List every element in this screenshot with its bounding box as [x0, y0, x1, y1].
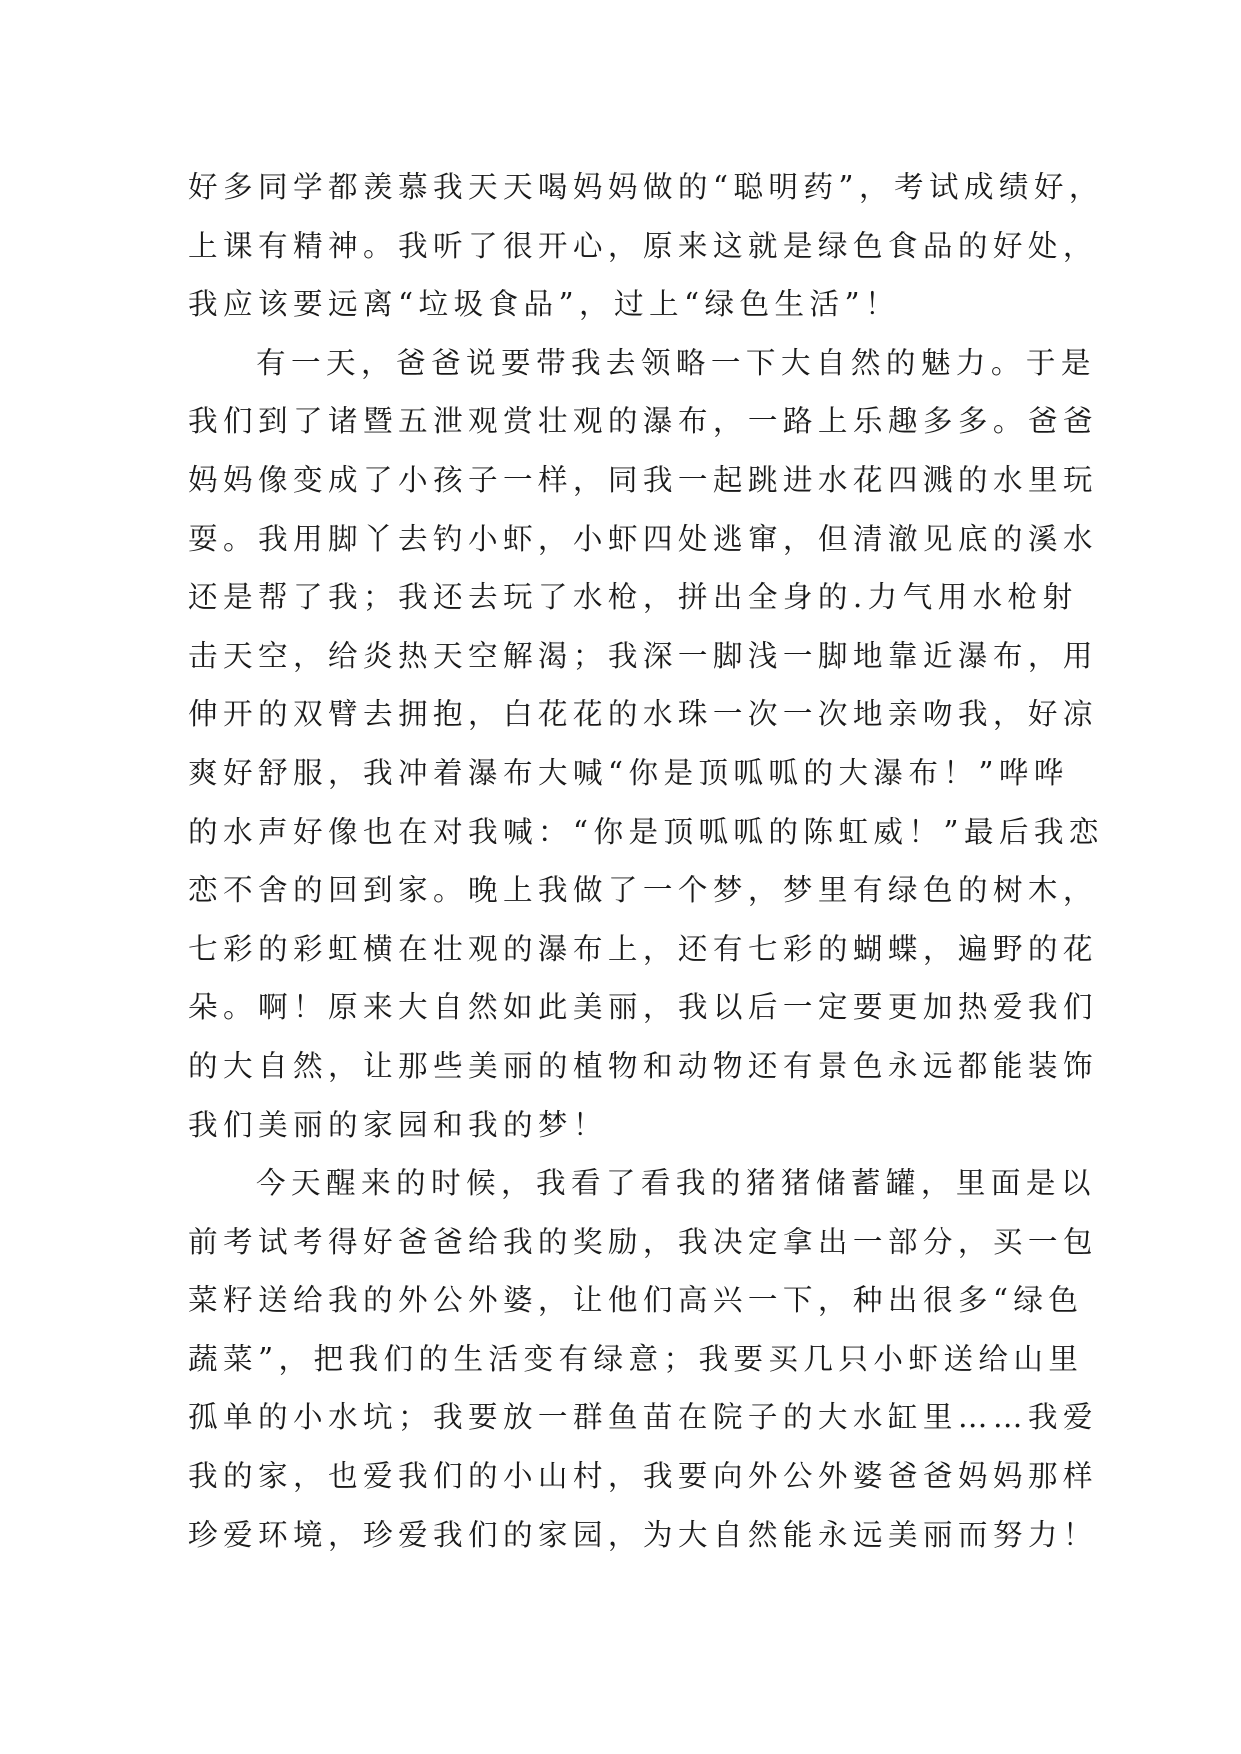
- text-line: 前考试考得好爸爸给我的奖励，我决定拿出一部分，买一包: [188, 1224, 1098, 1259]
- text-line: 好多同学都羡慕我天天喝妈妈做的“聪明药”，考试成绩好，: [188, 170, 1104, 204]
- text-line: 我的家，也爱我们的小山村，我要向外公外婆爸爸妈妈那样: [188, 1459, 1098, 1494]
- text-line: 还是帮了我；我还去玩了水枪，拼出全身的.力气用水枪射: [188, 580, 1078, 615]
- text-line: 我们到了诸暨五泄观赏壮观的瀑布，一路上乐趣多多。爸爸: [188, 404, 1098, 439]
- paragraph-3: [188, 1154, 1098, 1564]
- paragraph-2: [188, 334, 1104, 1154]
- text-line: 七彩的彩虹横在壮观的瀑布上，还有七彩的蝴蝶，遍野的花: [188, 931, 1098, 966]
- text-line: 爽好舒服，我冲着瀑布大喊“你是顶呱呱的大瀑布！”哗哗: [188, 755, 1069, 790]
- text-line: 的水声好像也在对我喊：“你是顶呱呱的陈虹威！”最后我恋: [188, 814, 1104, 849]
- text-line: 耍。我用脚丫去钓小虾，小虾四处逃窜，但清澈见底的溪水: [188, 521, 1098, 556]
- text-line: 我们美丽的家园和我的梦！: [188, 1107, 608, 1142]
- text-line: 伸开的双臂去拥抱，白花花的水珠一次一次地亲吻我，好凉: [188, 697, 1098, 732]
- text-line: 有一天，爸爸说要带我去领略一下大自然的魅力。于是: [256, 345, 1096, 380]
- text-line: 的大自然，让那些美丽的植物和动物还有景色永远都能装饰: [188, 1048, 1098, 1083]
- text-line: 珍爱环境，珍爱我们的家园，为大自然能永远美丽而努力！: [188, 1517, 1098, 1552]
- text-line: 恋不舍的回到家。晚上我做了一个梦，梦里有绿色的树木，: [188, 873, 1098, 908]
- text-line: 菜籽送给我的外公外婆，让他们高兴一下，种出很多“绿色: [188, 1283, 1084, 1318]
- text-line: 妈妈像变成了小孩子一样，同我一起跳进水花四溅的水里玩: [188, 462, 1098, 497]
- text-line: 我应该要远离“垃圾食品”，过上“绿色生活”！: [188, 287, 901, 322]
- paragraph-1: [188, 158, 1104, 334]
- text-line: 上课有精神。我听了很开心，原来这就是绿色食品的好处，: [188, 228, 1098, 263]
- text-line: 击天空，给炎热天空解渴；我深一脚浅一脚地靠近瀑布，用: [188, 638, 1098, 673]
- text-line: 朵。啊！原来大自然如此美丽，我以后一定要更加热爱我们: [188, 990, 1098, 1025]
- text-line: 孤单的小水坑；我要放一群鱼苗在院子的大水缸里……我爱: [188, 1400, 1098, 1435]
- essay-body: [188, 158, 1104, 1564]
- text-line: 今天醒来的时候，我看了看我的猪猪储蓄罐，里面是以: [256, 1166, 1096, 1201]
- text-line: 蔬菜”，把我们的生活变有绿意；我要买几只小虾送给山里: [188, 1341, 1084, 1376]
